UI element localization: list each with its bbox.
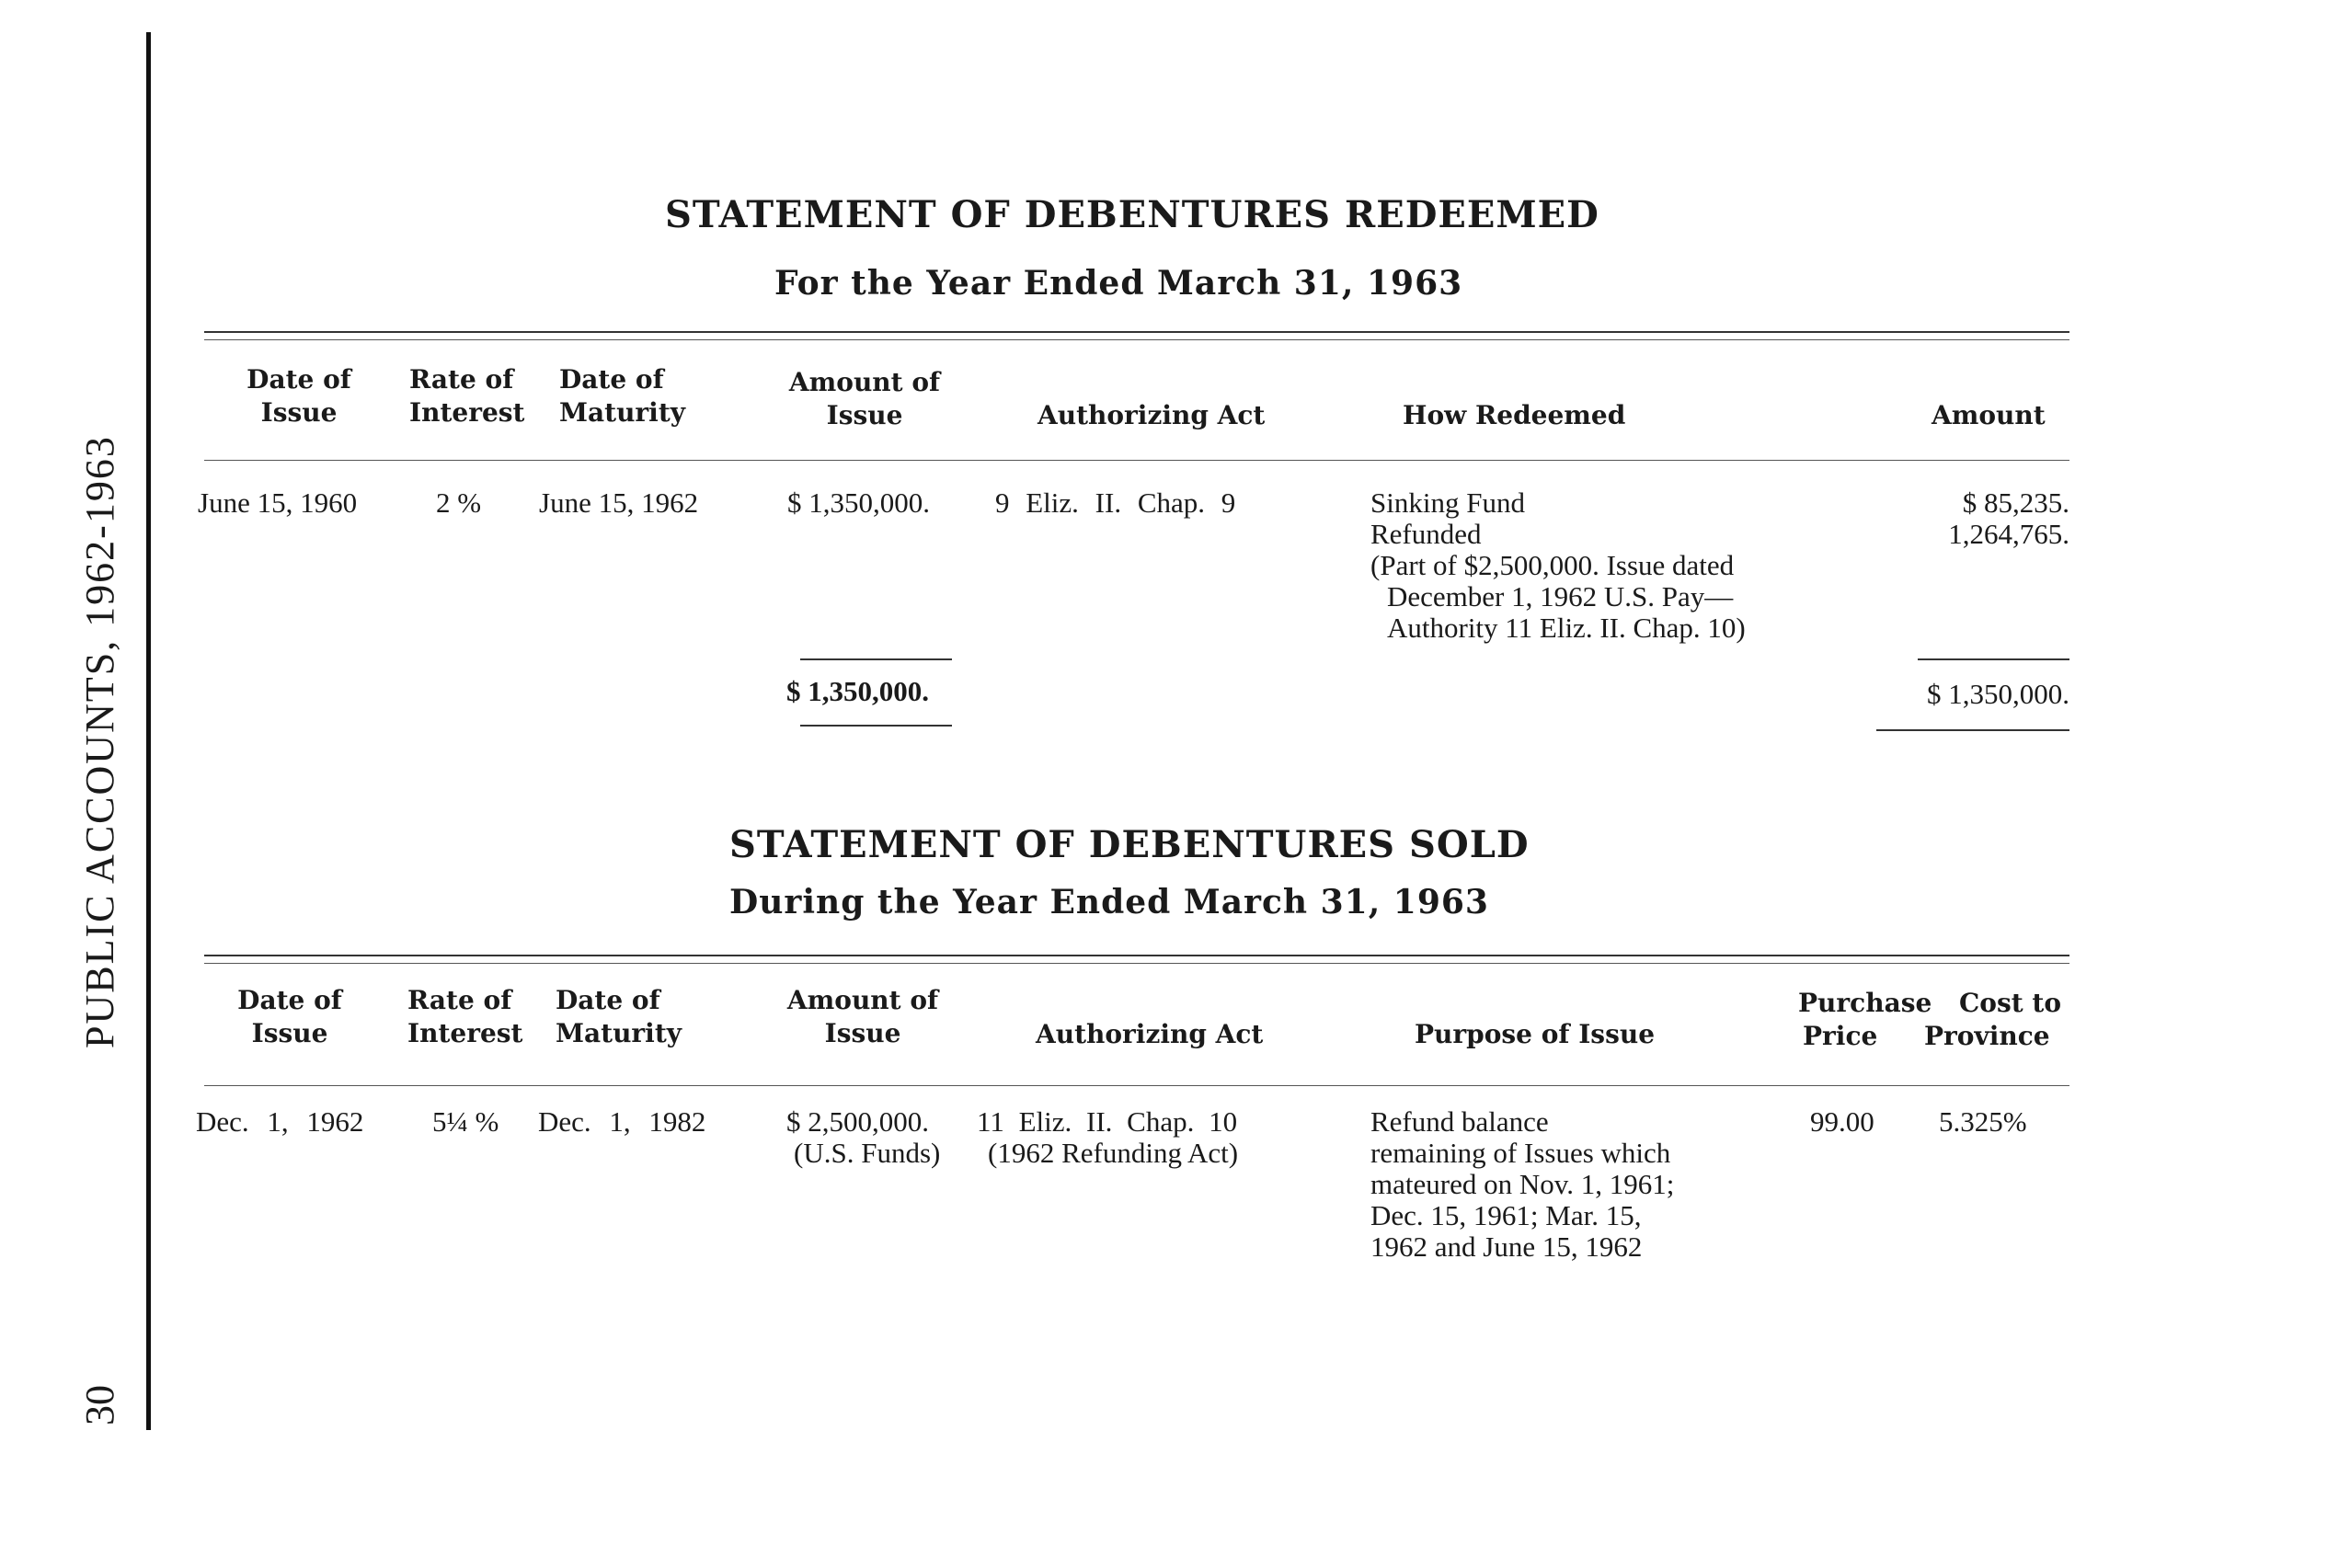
redeemed-rate: 2 % [436,486,482,519]
redeemed-header-how-redeemed: How Redeemed [1403,400,1626,430]
redeemed-header-authorizing-act: Authorizing Act [1037,400,1266,430]
redeemed-total-amount-of-issue: $ 1,350,000. [786,675,929,707]
redeemed-header-date-of-issue: Date of Issue [246,364,351,428]
sold-top-rule [204,955,2069,956]
redeemed-total-rule-bottom [800,725,952,727]
redeemed-title: STATEMENT OF DEBENTURES REDEEMED [665,193,1599,236]
running-title: PUBLIC ACCOUNTS, 1962-1963 [77,435,122,1048]
sold-date-of-issue: Dec. 1, 1962 [196,1105,364,1138]
redeemed-top-rule-2 [204,339,2069,340]
redeemed-date-of-issue: June 15, 1960 [198,486,358,519]
sold-header-rule [204,1085,2069,1086]
sold-subtitle: During the Year Ended March 31, 1963 [729,883,1489,921]
margin-spine-rule [146,32,151,1430]
redeemed-amounts: $ 85,235. 1,264,765. [1948,486,2069,550]
redeemed-header-rule [204,460,2069,461]
sold-purchase-price: 99.00 [1810,1105,1874,1138]
sold-header-maturity: Date of Maturity [556,985,682,1048]
sold-rate: 5¼ % [432,1105,499,1138]
redeemed-header-maturity: Date of Maturity [559,364,686,428]
redeemed-header-amount: Amount [1932,400,2046,430]
redeemed-top-rule [204,331,2069,333]
redeemed-total-rule-top [800,658,952,660]
sold-header-amount-of-issue: Amount of Issue [786,985,939,1048]
sold-purpose: Refund balance remaining of Issues which mateured on Nov. 1, 1961; Dec. 15, 1961; Mar. 15, 1962 and June 15, 1962 [1370,1105,1675,1263]
sold-header-cost-to-province: Cost to Province [1924,988,2062,1051]
sold-top-rule-2 [204,963,2069,964]
page-number: 30 [77,1385,122,1425]
redeemed-how-redeemed: Sinking Fund Refunded (Part of $2,500,000. Issue dated December 1, 1962 U.S. Pay— Authority 11 Eliz. II. Chap. 10) [1370,486,1746,644]
sold-header-date-of-issue: Date of Issue [237,985,342,1048]
redeemed-amount-of-issue: $ 1,350,000. [787,486,930,519]
redeemed-header-amount-of-issue: Amount of Issue [788,367,941,430]
sold-header-purpose: Purpose of Issue [1415,1019,1656,1049]
sold-title: STATEMENT OF DEBENTURES SOLD [729,823,1530,866]
sold-cost-to-province: 5.325% [1939,1105,2027,1138]
sold-maturity: Dec. 1, 1982 [538,1105,706,1138]
sold-header-authorizing-act: Authorizing Act [1036,1019,1264,1049]
redeemed-amount-total-rule-top [1918,658,2069,660]
redeemed-total-amount: $ 1,350,000. [1927,678,2069,710]
redeemed-amount-total-rule-bottom [1876,729,2069,731]
redeemed-header-rate: Rate of Interest [409,364,525,428]
redeemed-subtitle: For the Year Ended March 31, 1963 [774,264,1463,303]
sold-amount-of-issue: $ 2,500,000. (U.S. Funds) [786,1105,941,1169]
redeemed-maturity: June 15, 1962 [539,486,699,519]
sold-header-rate: Rate of Interest [407,985,523,1048]
sold-authorizing-act: 11 Eliz. II. Chap. 10 (1962 Refunding Act) [977,1105,1239,1169]
sold-header-purchase-price: Purchase Price [1798,988,1932,1051]
redeemed-authorizing-act: 9 Eliz. II. Chap. 9 [995,486,1236,519]
